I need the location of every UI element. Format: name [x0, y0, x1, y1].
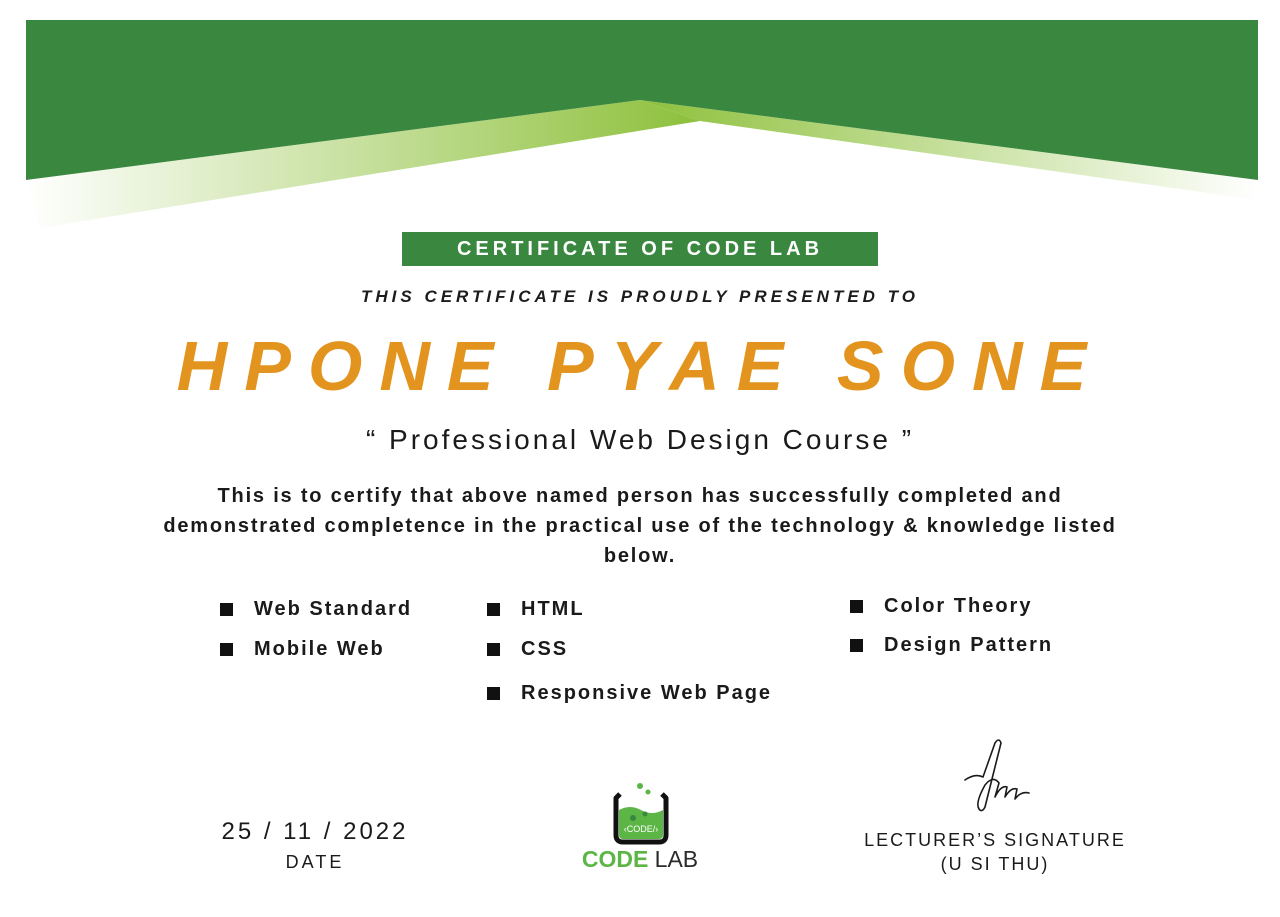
- recipient-name: HPONE PYAE SONE: [176, 327, 1104, 405]
- skill-item: [220, 598, 412, 621]
- signature-label: LECTURER’S SIGNATURE: [864, 830, 1126, 850]
- header-banner: [0, 0, 1280, 240]
- bullet-square-icon: [220, 643, 233, 656]
- skill-label: Mobile Web: [254, 638, 385, 660]
- presented-to-line: THIS CERTIFICATE IS PROUDLY PRESENTED TO: [361, 287, 919, 306]
- skill-item: [487, 598, 585, 621]
- skill-item: [850, 634, 1053, 657]
- code-lab-flask-icon: [600, 780, 682, 850]
- course-title: “ Professional Web Design Course ”: [365, 424, 915, 455]
- skill-label: Responsive Web Page: [521, 682, 773, 704]
- logo-word-code: CODE: [581, 846, 649, 872]
- skill-label: CSS: [521, 638, 569, 660]
- skill-label: Color Theory: [884, 595, 1033, 617]
- logo-wordmark: [560, 846, 720, 873]
- bullet-square-icon: [487, 687, 500, 700]
- signatory-name: (U SI THU): [940, 854, 1050, 874]
- skill-label: Design Pattern: [884, 634, 1054, 656]
- skill-item: [850, 595, 1032, 618]
- logo-badge-text: ‹CODE/›: [623, 824, 659, 834]
- date-label: DATE: [285, 852, 345, 872]
- bullet-square-icon: [487, 643, 500, 656]
- issue-date: 25 / 11 / 2022: [221, 818, 409, 845]
- skill-label: Web Standard: [254, 598, 413, 620]
- bullet-square-icon: [850, 600, 863, 613]
- skill-item: [487, 682, 772, 705]
- logo-word-lab: LAB: [648, 846, 699, 872]
- bullet-square-icon: [487, 603, 500, 616]
- bullet-square-icon: [850, 639, 863, 652]
- skill-label: HTML: [521, 598, 585, 620]
- skill-item: [487, 638, 568, 661]
- certificate-title: CERTIFICATE OF CODE LAB: [402, 232, 878, 266]
- signature-icon: [955, 735, 1035, 817]
- certification-statement: This is to certify that above named person has successfully completed and demonstrated completence in the practical use of the technology & knowledge listed below.: [163, 485, 1117, 567]
- skill-item: [220, 638, 385, 661]
- bullet-square-icon: [220, 603, 233, 616]
